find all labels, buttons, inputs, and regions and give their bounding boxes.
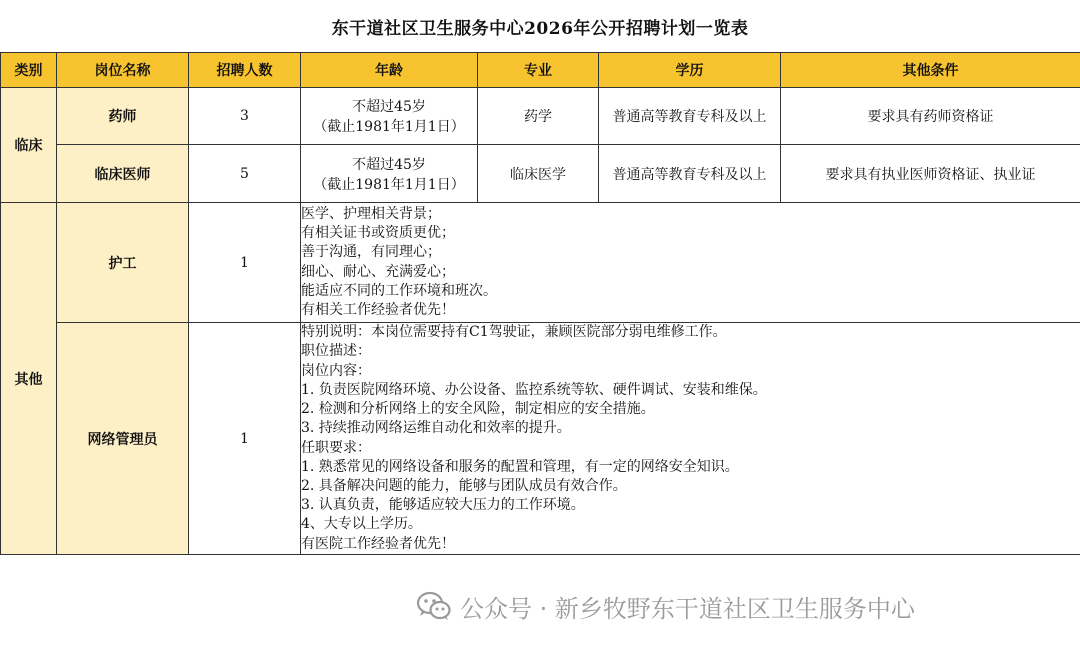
age-cutoff: （截止1981年1月1日） [313,119,465,135]
requirement-line: 2. 检测和分析网络上的安全风险，制定相应的安全措施。 [301,401,655,418]
position-cell: 网络管理员 [57,323,189,555]
requirement-line: 医学、护理相关背景； [301,205,441,222]
header-category: 类别 [1,53,57,88]
age-cell [301,145,478,203]
count-cell: 3 [189,88,301,145]
table-row [1,203,1080,323]
count-cell: 1 [189,203,301,323]
requirement-line: 细心、耐心、充满爱心； [301,263,455,280]
major-cell: 药学 [478,88,599,145]
other-cell: 要求具有药师资格证 [781,88,1080,145]
requirement-line: 1. 负责医院网络环境、办公设备、监控系统等软、硬件调试、安装和维保。 [301,381,767,398]
count-cell: 5 [189,145,301,203]
page-title: 东干道社区卫生服务中心2026年公开招聘计划一览表 [331,18,749,39]
major-cell: 临床医学 [478,145,599,203]
position-cell: 药师 [57,88,189,145]
age-cutoff: （截止1981年1月1日） [313,176,465,193]
header-count: 招聘人数 [189,53,301,88]
category-cell: 临床 [1,88,57,203]
requirement-line: 3. 认真负责，能够适应较大压力的工作环境。 [301,497,585,514]
position-cell: 护工 [57,203,189,323]
header-age: 年龄 [301,53,478,88]
age-limit: 不超过45岁 [352,156,426,173]
header-major: 专业 [478,53,599,88]
age-cell [301,88,478,145]
recruitment-table [0,52,1080,555]
requirement-line: 4、大专以上学历。 [301,516,422,533]
requirements-cell [301,203,1080,323]
watermark [416,588,915,624]
requirement-line: 3. 持续推动网络运维自动化和效率的提升。 [301,420,571,437]
category-cell: 其他 [1,203,57,555]
position-cell: 临床医师 [57,145,189,203]
header-row [1,53,1080,88]
table-row [1,323,1080,555]
education-cell: 普通高等教育专科及以上 [599,145,781,203]
requirement-line: 有相关工作经验者优先！ [301,301,455,318]
table-row [1,145,1080,203]
count-cell: 1 [189,323,301,555]
requirements-cell [301,323,1080,555]
requirement-line: 任职要求： [301,439,371,456]
education-cell: 普通高等教育专科及以上 [599,88,781,145]
requirement-line: 特别说明：本岗位需要持有C1驾驶证，兼顾医院部分弱电维修工作。 [301,324,727,341]
header-position: 岗位名称 [57,53,189,88]
requirement-line: 有相关证书或资质更优； [301,225,455,242]
header-education: 学历 [599,53,781,88]
header-other: 其他条件 [781,53,1080,88]
requirement-line: 2. 具备解决问题的能力，能够与团队成员有效合作。 [301,477,627,494]
requirement-line: 职位描述： [301,343,371,360]
table-row [1,88,1080,145]
requirement-line: 能适应不同的工作环境和班次。 [301,282,497,299]
requirement-line: 有医院工作经验者优先！ [301,535,455,552]
age-limit: 不超过45岁 [352,99,426,115]
other-cell: 要求具有执业医师资格证、执业证 [781,145,1080,203]
requirement-line: 1. 熟悉常见的网络设备和服务的配置和管理，有一定的网络安全知识。 [301,458,739,475]
wechat-icon [416,591,452,621]
watermark-text: 公众号 · 新乡牧野东干道社区卫生服务中心 [460,594,915,623]
requirement-line: 善于沟通，有同理心； [301,244,441,261]
requirement-line: 岗位内容： [301,362,371,379]
